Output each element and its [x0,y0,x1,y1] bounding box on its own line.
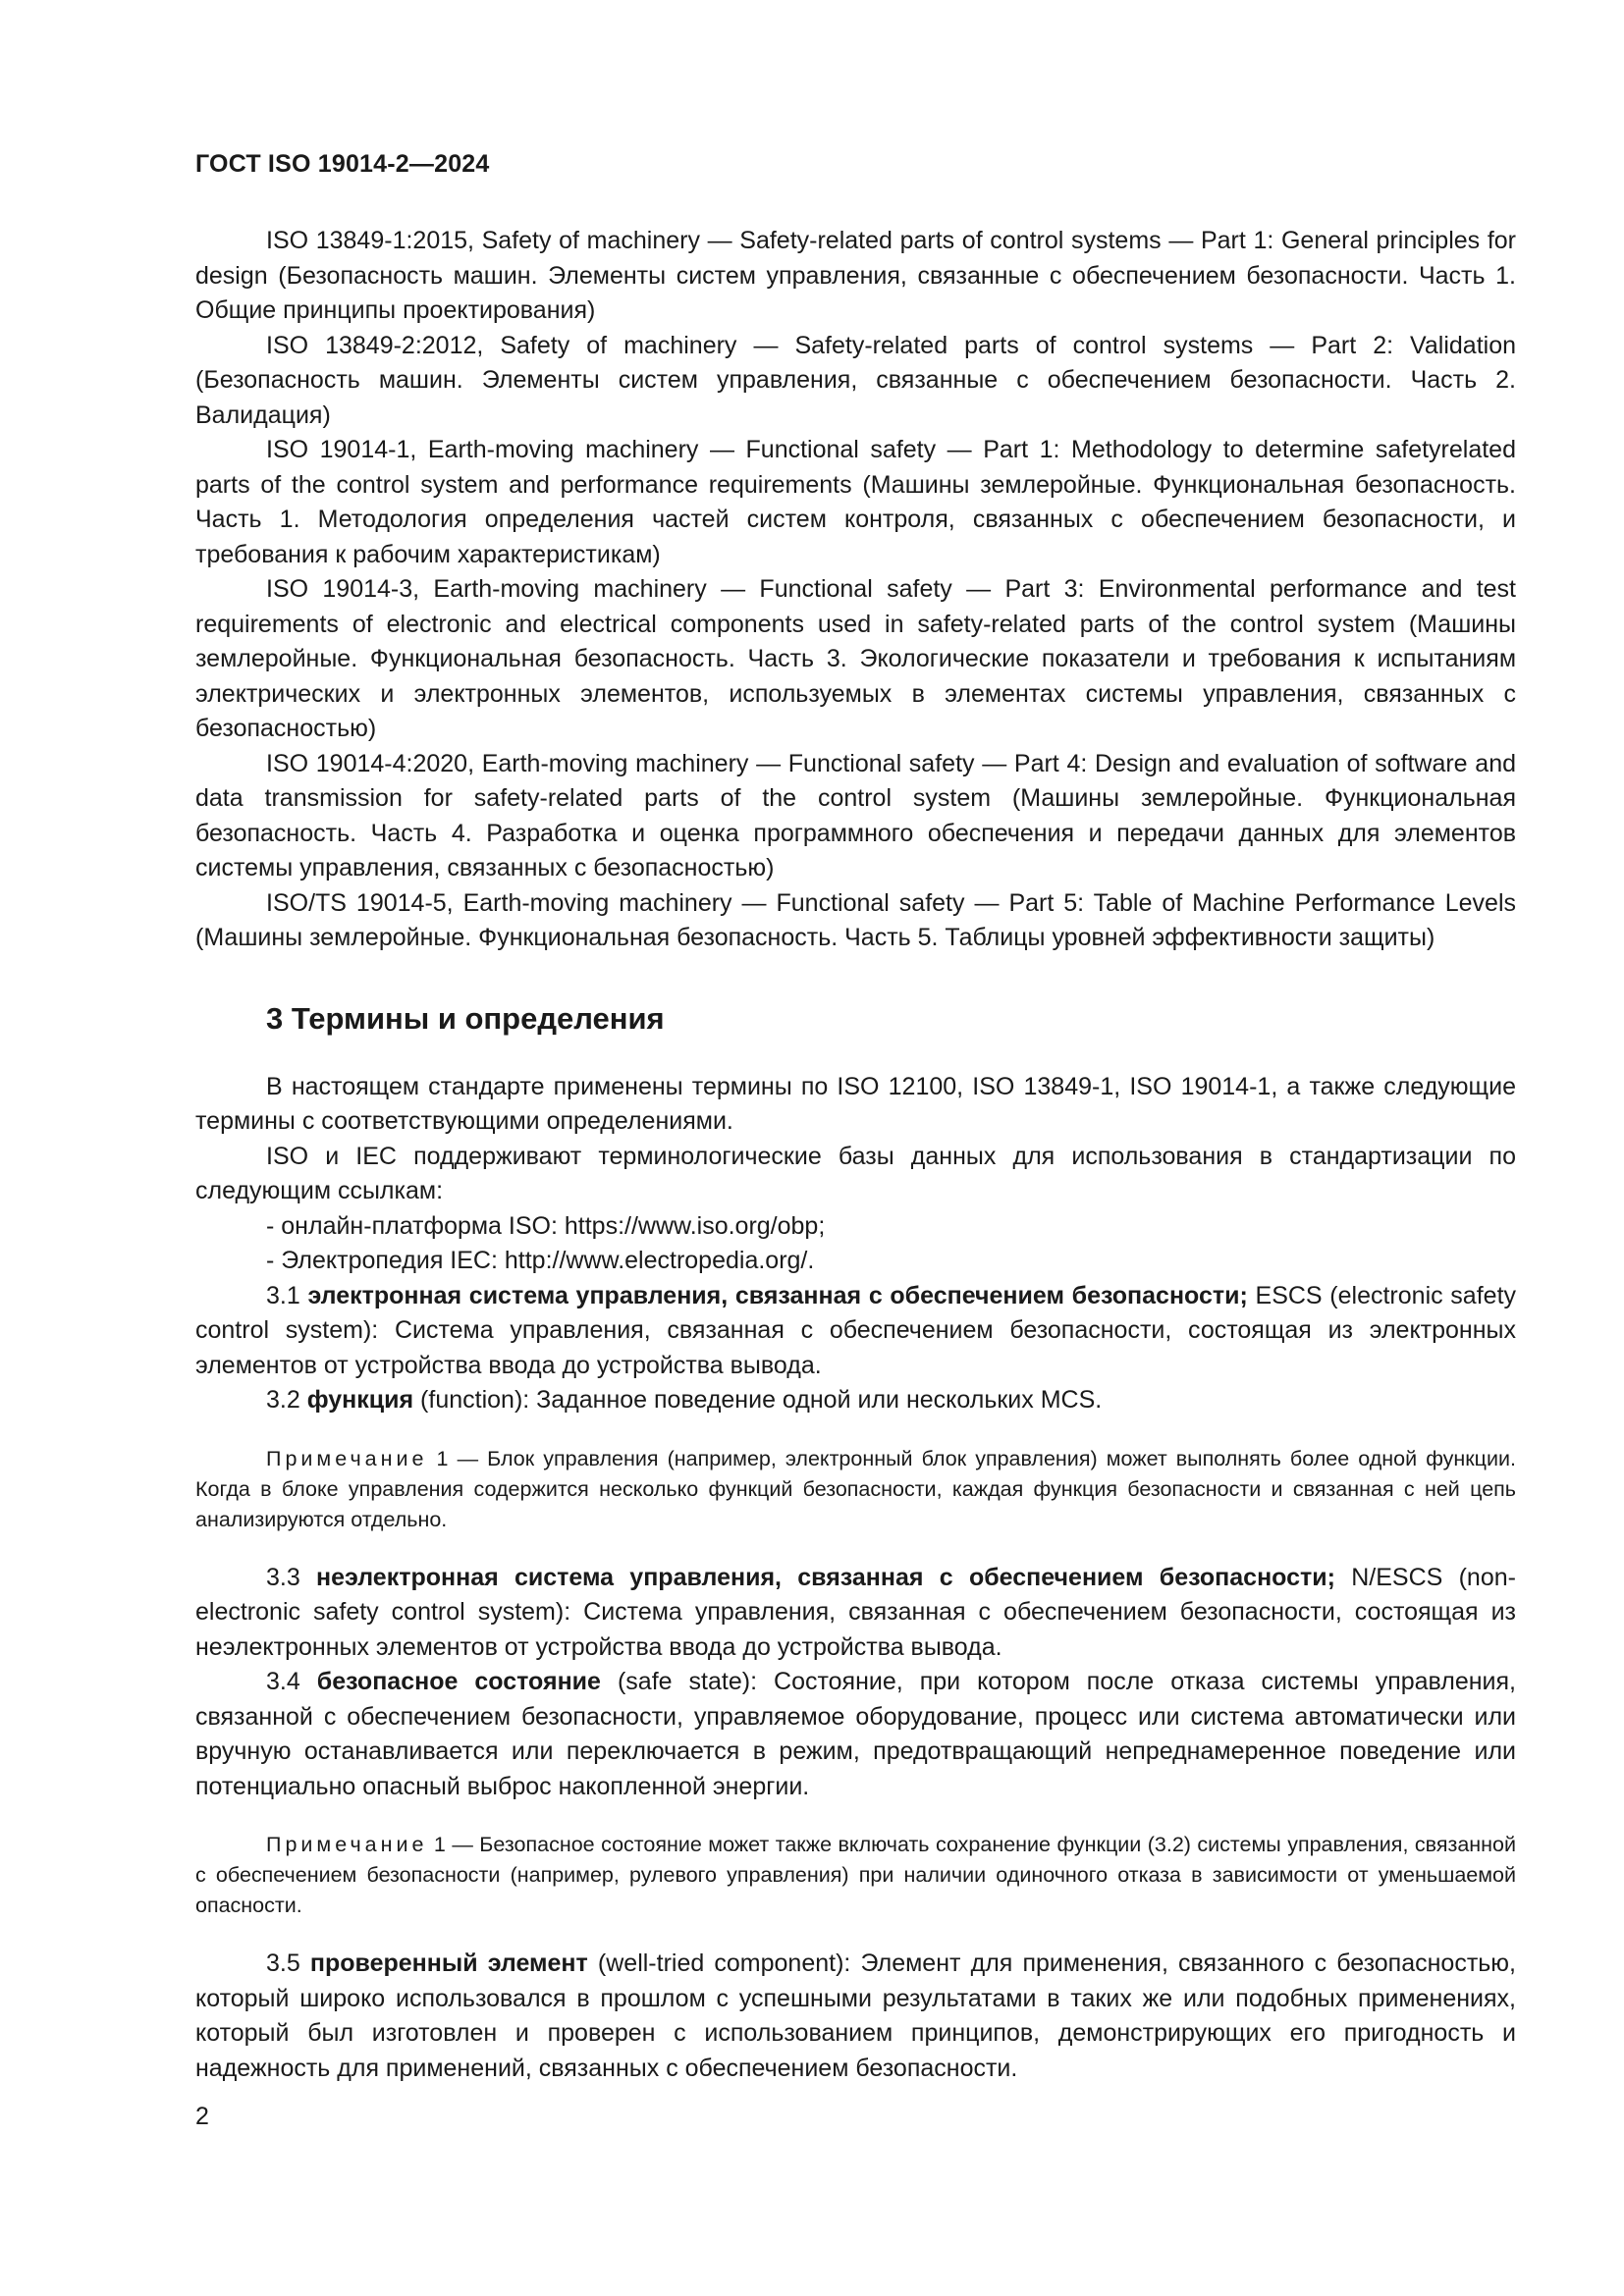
reference-item: ISO 13849-1:2015, Safety of machinery — Safety-related parts of control systems — Part 1: General principles for design (Безопасность машин. Элементы систем управления, связанные с обеспечением безопасности. Часть 1. Общие принципы проектирования) [195,227,1516,324]
reference-item: ISO 19014-3, Earth-moving machinery — Functional safety — Part 3: Environmental performance and test requirements of electronic and electrical components used in safety-related parts of the control system (Машины землеройные. Функциональная безопасность. Часть 3. Экологические показатели и требования к испытаниям электрических и электронных элементов, используемых в элементах системы управления, связанных с безопасностью) [195,575,1516,742]
term-number: 3.2 [266,1386,300,1414]
term-3-5 [195,1947,1516,2086]
term-name: электронная система управления, связанная с обеспечением безопасности; [307,1281,1248,1309]
reference-item: ISO 19014-1, Earth-moving machinery — Functional safety — Part 1: Methodology to determine safetyrelated parts of the control system and performance requirements (Машины землеройные. Функциональная безопасность. Часть 1. Методология определения частей систем контроля, связанных с обеспечением безопасности, и требования к рабочим характеристикам) [195,436,1516,568]
term-number: 3.4 [266,1668,300,1695]
term-number: 3.5 [266,1949,300,1977]
term-name: функция [306,1386,414,1414]
term-3-1 [195,1279,1516,1384]
page-content [195,224,1516,2086]
term-number: 3.1 [266,1281,300,1309]
reference-item: ISO 19014-4:2020, Earth-moving machinery — Functional safety — Part 4: Design and evaluation of software and data transmission for safety-related parts of the control system (Машины землеройные. Функциональная безопасность. Часть 4. Разработка и оценка программного обеспечения и передачи данных для элементов системы управления, связанных с безопасностью) [195,749,1516,881]
note [195,1830,1516,1921]
section-intro: В настоящем стандарте применены термины по ISO 12100, ISO 13849-1, ISO 19014-1, а также следующие термины с соответствующими определениями. [195,1072,1516,1135]
link-item-iec: - Электропедия IEC: http://www.electropedia.org/. [266,1247,815,1274]
page-number: 2 [195,2103,209,2130]
document-header: ГОСТ ISO 19014-2—2024 [195,150,490,178]
term-definition: (well-tried component): Элемент для применения, связанного с безопасностью, который широко использовался в прошлом с успешными результатами в таких же или подобных применениях, который был изготовлен и проверен с использованием принципов, демонстрирующих его пригодность и надежность для применений, связанных с обеспечением безопасности. [195,1949,1516,2082]
note-text: 1 — Безопасное состояние может также включать сохранение функции (3.2) системы управления, связанной с обеспечением безопасности (например, рулевого управления) при наличии одиночного отказа в зависимости от уменьшаемой опасности. [195,1833,1516,1917]
term-name: проверенный элемент [309,1949,588,1977]
reference-item: ISO/TS 19014-5, Earth-moving machinery — Functional safety — Part 5: Table of Machine Performance Levels (Машины землеройные. Функциональная безопасность. Часть 5. Таблицы уровней эффективности защиты) [195,888,1516,951]
term-3-2 [195,1383,1516,1418]
note-text: 1 — Блок управления (например, электронный блок управления) может выполнять более одной функции. Когда в блоке управления содержится несколько функций безопасности, каждая функция безопасности и связанная с ней цепь анализируются отдельно. [195,1446,1516,1531]
term-definition: (safe state): Состояние, при котором после отказа системы управления, связанной с обеспечением безопасности, управляемое оборудование, процесс или система автоматически или вручную останавливается или переключается в режим, предотвращающий непреднамеренное поведение или потенциально опасный выброс накопленной энергии. [195,1668,1516,1800]
term-definition: N/ESCS (non-electronic safety control system): Система управления, связанная с обеспечением безопасности, состоящая из неэлектронных элементов от устройства ввода до устройства вывода. [195,1563,1516,1661]
section-title: 3 Термины и определения [266,1000,665,1036]
section-intro: ISO и IEC поддерживают терминологические базы данных для использования в стандартизации по следующим ссылкам: [195,1142,1516,1204]
term-definition: (function): Заданное поведение одной или нескольких MCS. [413,1386,1103,1414]
note-label: Примечание [266,1446,428,1470]
note-label: Примечание [266,1833,428,1856]
term-definition: ESCS (electronic safety control system): Система управления, связанная с обеспечением безопасности, состоящая из электронных элементов от устройства ввода до устройства вывода. [195,1281,1517,1379]
reference-item: ISO 13849-2:2012, Safety of machinery — Safety-related parts of control systems — Part 2: Validation (Безопасность машин. Элементы систем управления, связанные с обеспечением безопасности. Часть 2. Валидация) [195,331,1516,429]
term-name: неэлектронная система управления, связанная с обеспечением безопасности; [316,1563,1335,1591]
note [195,1444,1516,1535]
term-name: безопасное состояние [316,1668,601,1695]
term-number: 3.3 [266,1563,300,1591]
link-item-iso: - онлайн-платформа ISO: https://www.iso.org/obp; [266,1211,826,1240]
term-3-3 [195,1561,1516,1666]
term-3-4 [195,1665,1516,1804]
